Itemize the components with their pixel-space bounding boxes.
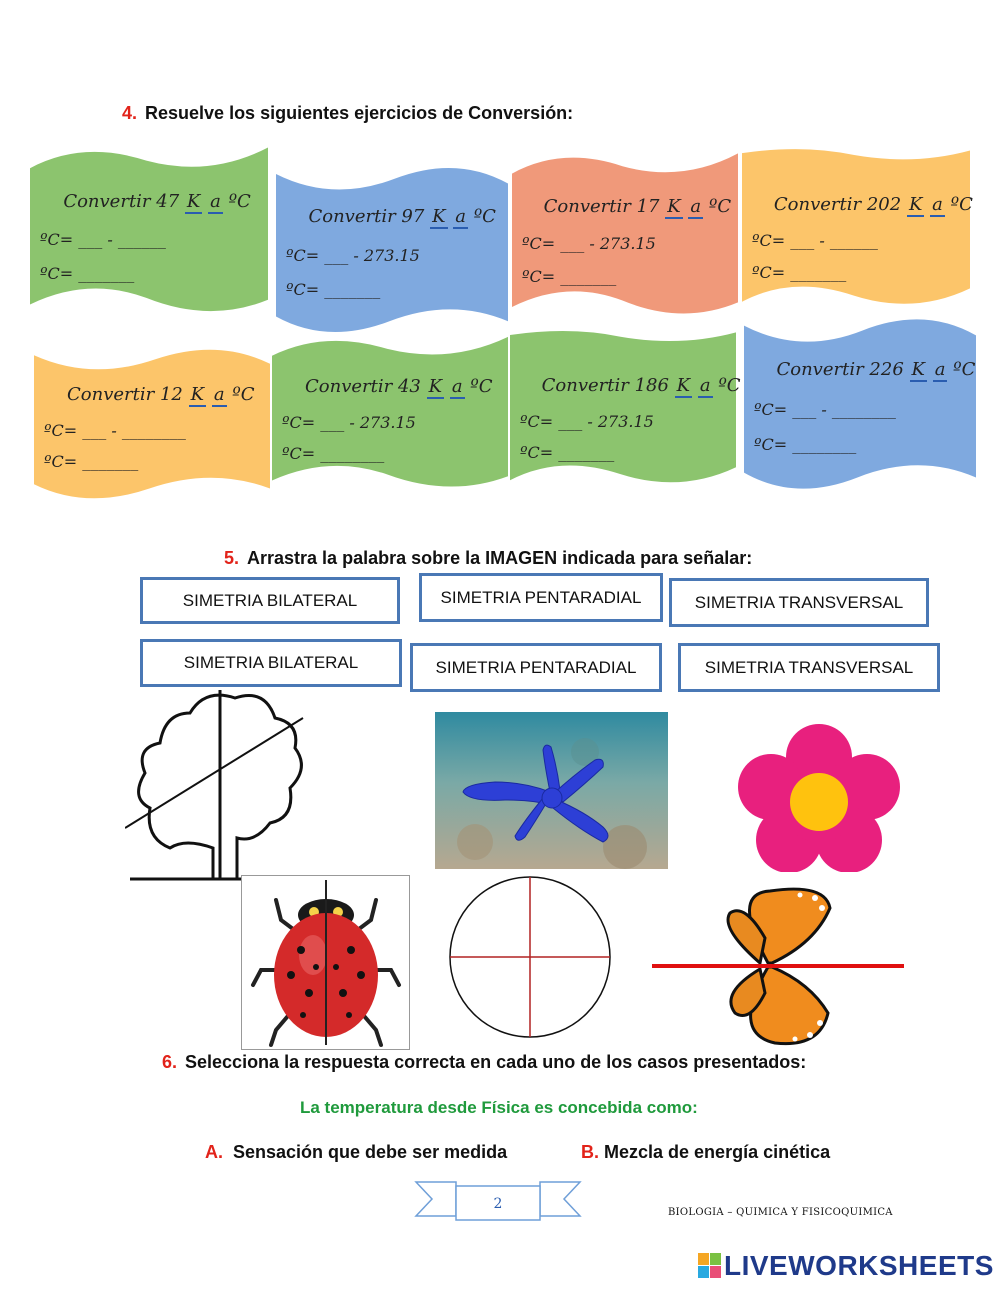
card-unit-c: ºC (950, 194, 973, 216)
conversion-card (34, 338, 270, 510)
card-unit-k: K (428, 376, 443, 398)
card-unit-k: K (186, 190, 201, 212)
card-unit-c: ºC (953, 358, 976, 380)
card-word-a: a (455, 206, 466, 228)
card-title (63, 191, 251, 212)
section-4-number: 4. (122, 103, 138, 123)
section-6-title: Selecciona la respuesta correcta en cada uno de los casos presentados: (185, 1052, 807, 1072)
card-title-text: Convertir 43 (305, 376, 421, 398)
card-unit-c: ºC (232, 384, 255, 406)
word-simetria-pentaradial-1[interactable]: SIMETRIA PENTARADIAL (419, 573, 663, 622)
question-text: La temperatura desde Física es concebida como: (300, 1098, 698, 1117)
conversion-card (276, 155, 508, 345)
conversion-card (512, 146, 738, 330)
card-formula-line[interactable]: ºC= ___ - ______ (752, 231, 878, 251)
card-title (67, 384, 255, 405)
section-5-title: Arrastra la palabra sobre la IMAGEN indicada para señalar: (247, 548, 753, 568)
card-title-text: Convertir 186 (541, 374, 669, 396)
card-answer-line[interactable]: ºC= ________ (282, 443, 385, 463)
word-simetria-bilateral-1[interactable]: SIMETRIA BILATERAL (140, 577, 400, 624)
card-answer-line[interactable]: ºC= _______ (520, 442, 615, 462)
word-simetria-pentaradial-2[interactable]: SIMETRIA PENTARADIAL (410, 643, 662, 692)
conversion-card (272, 330, 508, 502)
conversion-card (744, 306, 976, 502)
card-word-a: a (699, 374, 711, 396)
word-simetria-transversal-1[interactable]: SIMETRIA TRANSVERSAL (669, 578, 929, 627)
card-unit-c: ºC (718, 374, 741, 396)
card-formula-line[interactable]: ºC= ___ - 273.15 (522, 234, 656, 254)
card-answer-line[interactable]: ºC= _______ (44, 451, 139, 471)
liveworksheets-logo-icon (698, 1253, 722, 1279)
card-unit-c: ºC (473, 206, 496, 228)
conversion-card (742, 146, 973, 324)
section-4-title: Resuelve los siguientes ejercicios de Conversión: (145, 103, 574, 123)
card-word-a: a (690, 195, 702, 217)
footer-subject: BIOLOGIA – QUIMICA Y FISICOQUIMICA (668, 1207, 893, 1218)
card-title (774, 194, 973, 215)
card-title-text: Convertir 202 (773, 194, 902, 216)
section-5-heading (224, 548, 752, 569)
card-unit-c: ºC (708, 195, 732, 217)
liveworksheets-brand: LIVEWORKSHEETS (724, 1250, 994, 1281)
card-title-text: Convertir 17 (543, 195, 660, 217)
card-formula-line[interactable]: ºC= ___ - 273.15 (282, 412, 416, 432)
card-formula-line[interactable]: ºC= ___ - ________ (754, 400, 896, 420)
card-title (544, 196, 732, 217)
card-word-a: a (451, 376, 463, 398)
card-unit-k: K (667, 195, 681, 217)
card-word-a: a (932, 194, 943, 216)
section-5-number: 5. (224, 548, 240, 568)
circle-symmetry-image (445, 875, 615, 1040)
card-word-a: a (210, 190, 221, 212)
word-simetria-transversal-2[interactable]: SIMETRIA TRANSVERSAL (678, 643, 940, 692)
card-title-text: Convertir 47 (63, 190, 180, 212)
card-word-a: a (213, 384, 225, 406)
card-title (542, 375, 741, 396)
starfish-image (435, 712, 668, 869)
section-4-heading (122, 103, 573, 124)
option-a-letter: A. (205, 1142, 223, 1162)
word-simetria-bilateral-2[interactable]: SIMETRIA BILATERAL (140, 639, 402, 687)
card-answer-line[interactable]: ºC= _______ (752, 263, 847, 283)
option-b-letter: B. (581, 1142, 599, 1162)
card-title-text: Convertir 226 (776, 358, 904, 380)
card-unit-k: K (911, 358, 925, 380)
option-b[interactable] (581, 1142, 830, 1163)
card-formula-line[interactable]: ºC= ___ - 273.15 (520, 411, 654, 431)
option-a[interactable] (205, 1142, 507, 1163)
butterfly-image (650, 883, 906, 1048)
card-unit-k: K (908, 194, 923, 216)
flower-image (737, 722, 902, 872)
card-answer-line[interactable]: ºC= _______ (286, 280, 381, 300)
conversion-card (30, 140, 268, 328)
ladybug-image (241, 875, 410, 1050)
card-title (305, 376, 493, 397)
card-unit-k: K (676, 374, 691, 396)
section-6-number: 6. (162, 1052, 178, 1072)
card-unit-c: ºC (470, 376, 493, 398)
card-formula-line[interactable]: ºC= ___ - ________ (44, 420, 186, 440)
tree-symmetry-image (125, 688, 315, 883)
card-unit-c: ºC (228, 190, 251, 212)
conversion-card (510, 328, 741, 502)
card-title (776, 359, 975, 380)
option-a-text: Sensación que debe ser medida (233, 1142, 508, 1162)
card-answer-line[interactable]: ºC= _______ (40, 264, 135, 284)
card-word-a: a (934, 358, 946, 380)
card-answer-line[interactable]: ºC= ________ (754, 435, 857, 455)
card-unit-k: K (432, 206, 446, 228)
section-6-heading (162, 1052, 806, 1073)
card-answer-line[interactable]: ºC= _______ (522, 267, 617, 287)
page-number: 2 (493, 1196, 503, 1212)
card-formula-line[interactable]: ºC= ___ - ______ (40, 230, 166, 250)
card-unit-k: K (190, 384, 205, 406)
card-formula-line[interactable]: ºC= ___ - 273.15 (286, 246, 420, 266)
option-b-text: Mezcla de energía cinética (604, 1142, 831, 1162)
card-title-text: Convertir 97 (308, 206, 425, 228)
card-title (308, 206, 496, 227)
card-title-text: Convertir 12 (67, 384, 183, 406)
